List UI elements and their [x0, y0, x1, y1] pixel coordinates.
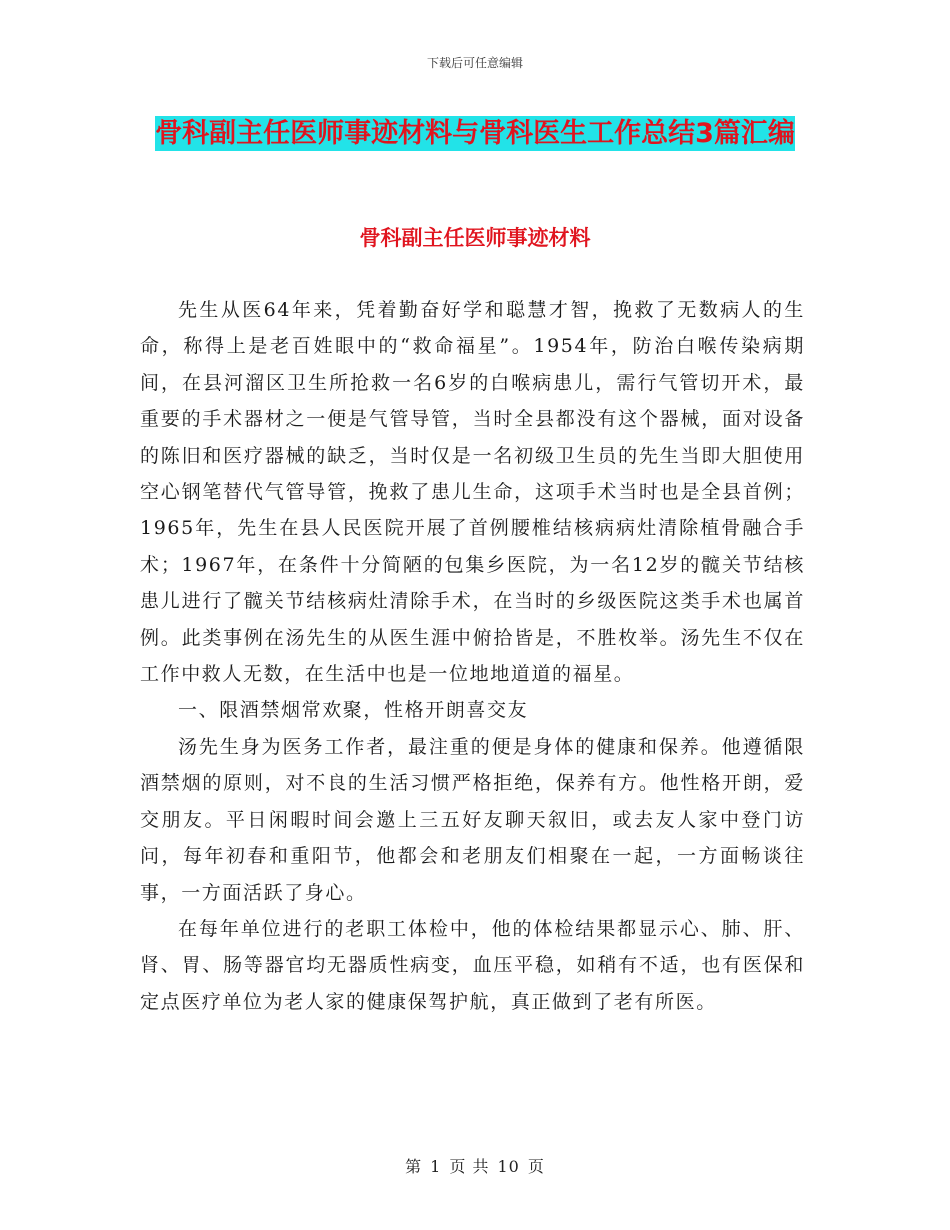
document-body — [140, 292, 805, 1020]
footer-page-number: 1 — [430, 1157, 442, 1176]
footer-middle: 页 共 — [449, 1157, 490, 1176]
section-title: 骨科副主任医师事迹材料 — [359, 226, 591, 250]
footer-total-pages: 10 — [497, 1157, 520, 1176]
paragraph: 汤先生身为医务工作者，最注重的便是身体的健康和保养。他遵循限酒禁烟的原则，对不良的生活习惯严格拒绝，保养有方。他性格开朗，爱交朋友。平日闲暇时间会邀上三五好友聊天叙旧，或去友人家中登门访问，每年初春和重阳节，他都会和老朋友们相聚在一起，一方面畅谈往事，一方面活跃了身心。 — [140, 735, 805, 904]
document-title — [140, 110, 810, 158]
paragraph: 一、限酒禁烟常欢聚，性格开朗喜交友 — [178, 699, 529, 722]
paragraph: 在每年单位进行的老职工体检中，他的体检结果都显示心、肺、肝、肾、胃、肠等器官均无器质性病变，血压平稳，如稍有不适，也有医保和定点医疗单位为老人家的健康保驾护航，真正做到了老有所医。 — [140, 917, 805, 1013]
page-footer — [0, 1154, 950, 1177]
footer-prefix: 第 — [405, 1157, 423, 1176]
paragraph: 先生从医64年来，凭着勤奋好学和聪慧才智，挽救了无数病人的生命，称得上是老百姓眼中的“救命福星”。1954年，防治白喉传染病期间，在县河溜区卫生所抢救一名6岁的白喉病患儿，需行气管切开术，最重要的手术器材之一便是气管导管，当时全县都没有这个器械，面对设备的陈旧和医疗器械的缺乏，当时仅是一名初级卫生员的先生当即大胆使用空心钢笔替代气管导管，挽救了患儿生命，这项手术当时也是全县首例；1965年，先生在县人民医院开展了首例腰椎结核病病灶清除植骨融合手术；1967年，在条件十分简陋的包集乡医院，为一名12岁的髋关节结核患儿进行了髋关节结核病灶清除手术，在当时的乡级医院这类手术也属首例。此类事例在汤先生的从医生涯中俯拾皆是，不胜枚举。汤先生不仅在工作中救人无数，在生活中也是一位地地道道的福星。 — [140, 299, 805, 686]
document-title-text: 骨科副主任医师事迹材料与骨科医生工作总结3篇汇编 — [155, 118, 795, 149]
footer-suffix: 页 — [527, 1157, 545, 1176]
header-note: 下载后可任意编辑 — [426, 56, 523, 70]
